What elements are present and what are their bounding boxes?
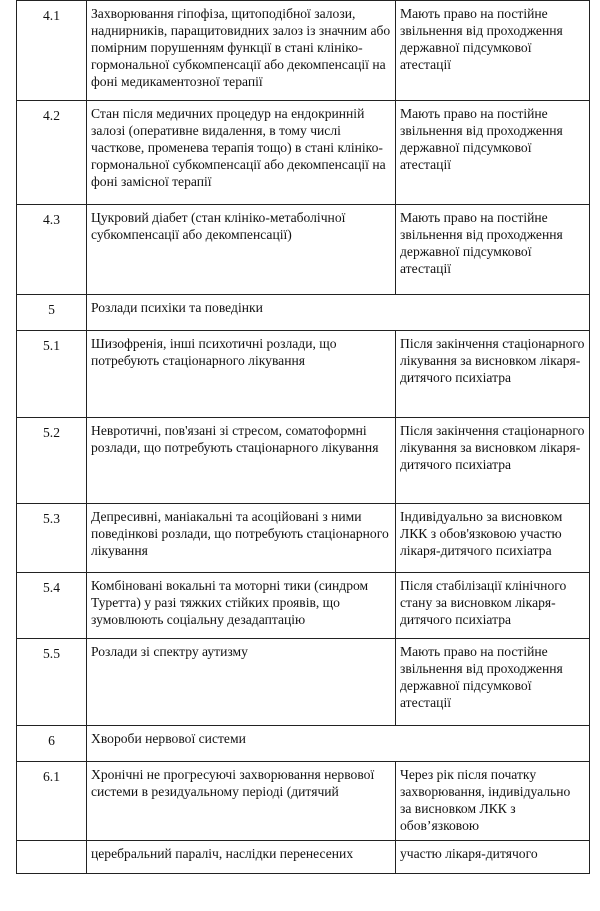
exemption-note: Мають право на постійне звільнення від проходження державної підсумкової атестації [396, 205, 590, 295]
condition-description: Хронічні не прогресуючі захворювання нервової системи в резидуальному періоді (дитячий [87, 762, 396, 841]
condition-description: Невротичні, пов'язані зі стресом, соматоформні розлади, що потребують стаціонарного лікування [87, 418, 396, 504]
condition-description: Депресивні, маніакальні та асоційовані з ними поведінкові розлади, що потребують стаціонарного лікування [87, 504, 396, 573]
exemption-note: Після закінчення стаціонарного лікування за висновком лікаря-дитячого психіатра [396, 331, 590, 418]
section-title: Хвороби нервової системи [87, 726, 590, 762]
document-page [16, 0, 589, 911]
condition-description: Розлади зі спектру аутизму [87, 639, 396, 726]
section-row [17, 726, 590, 762]
row-number: 5.4 [17, 573, 87, 639]
table-row [17, 1, 590, 101]
table-row [17, 841, 590, 874]
section-number: 5 [17, 295, 87, 331]
row-number: 4.1 [17, 1, 87, 101]
table-row [17, 205, 590, 295]
row-number: 5.1 [17, 331, 87, 418]
exemption-note: Мають право на постійне звільнення від проходження державної підсумкової атестації [396, 1, 590, 101]
row-number: 6.1 [17, 762, 87, 841]
row-number: 5.3 [17, 504, 87, 573]
exemption-note: Через рік після початку захворювання, індивідуально за висновком ЛКК з обов’язковою [396, 762, 590, 841]
medical-conditions-table [16, 0, 590, 874]
condition-description: Цукровий діабет (стан клініко-метаболічної субкомпенсації або декомпенсації) [87, 205, 396, 295]
exemption-note: Мають право на постійне звільнення від проходження державної підсумкової атестації [396, 639, 590, 726]
condition-description: церебральний параліч, наслідки перенесених [87, 841, 396, 874]
table-row [17, 331, 590, 418]
exemption-note: участю лікаря-дитячого [396, 841, 590, 874]
exemption-note: Після закінчення стаціонарного лікування за висновком лікаря-дитячого психіатра [396, 418, 590, 504]
section-row [17, 295, 590, 331]
condition-description: Шизофренія, інші психотичні розлади, що потребують стаціонарного лікування [87, 331, 396, 418]
exemption-note: Після стабілізації клінічного стану за висновком лікаря-дитячого психіатра [396, 573, 590, 639]
exemption-note: Індивідуально за висновком ЛКК з обов'язковою участю лікаря-дитячого психіатра [396, 504, 590, 573]
section-number: 6 [17, 726, 87, 762]
exemption-note: Мають право на постійне звільнення від проходження державної підсумкової атестації [396, 101, 590, 205]
row-number [17, 841, 87, 874]
table-row [17, 762, 590, 841]
row-number: 5.2 [17, 418, 87, 504]
row-number: 5.5 [17, 639, 87, 726]
table-row [17, 573, 590, 639]
condition-description: Захворювання гіпофіза, щитоподібної залози, наднирників, паращитовидних залоз із значним або помірним порушенням функції в стані клініко-гормональної субкомпенсації або декомпенсації на фоні медикаментозної терапії [87, 1, 396, 101]
table-row [17, 101, 590, 205]
section-title: Розлади психіки та поведінки [87, 295, 590, 331]
condition-description: Комбіновані вокальні та моторні тики (синдром Туретта) у разі тяжких стійких проявів, що зумовлюють соціальну дезадаптацію [87, 573, 396, 639]
table-row [17, 639, 590, 726]
table-row [17, 504, 590, 573]
row-number: 4.3 [17, 205, 87, 295]
table-row [17, 418, 590, 504]
condition-description: Стан після медичних процедур на ендокринній залозі (оперативне видалення, в тому числі часткове, променева терапія тощо) в стані клініко-гормональної субкомпенсації або декомпенсації на фоні замісної терапії [87, 101, 396, 205]
row-number: 4.2 [17, 101, 87, 205]
